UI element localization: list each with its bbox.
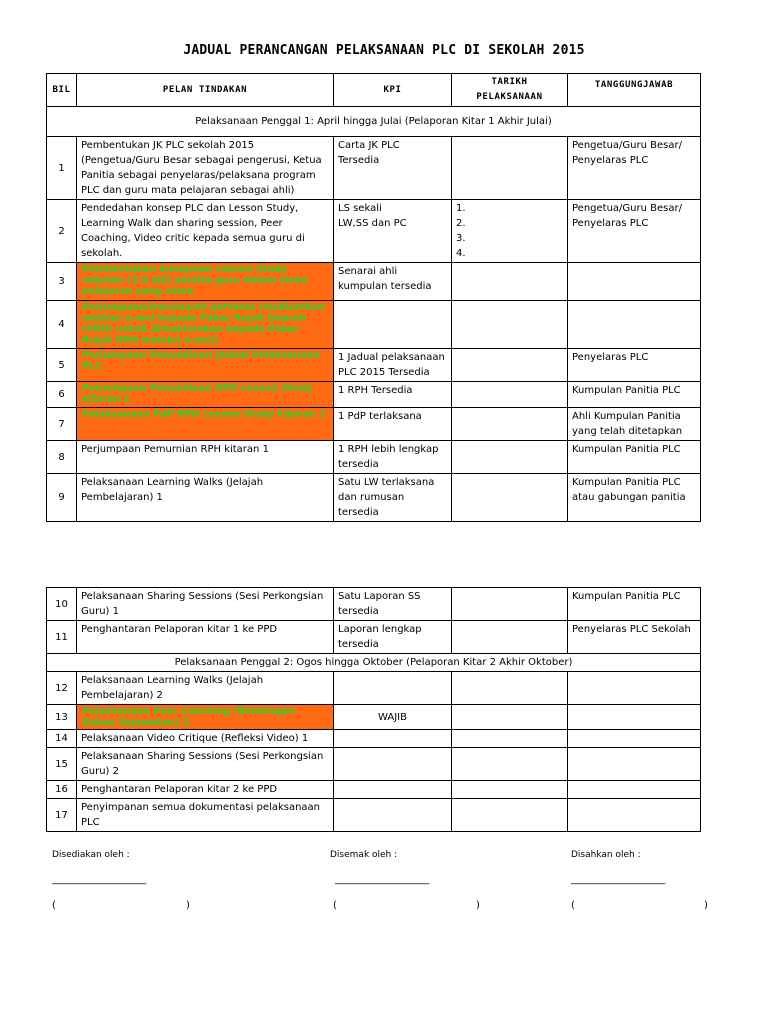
- kpi-cell: Satu Laporan SS tersedia: [334, 588, 452, 621]
- kpi-cell: 1 RPH lebih lengkap tersedia: [334, 441, 452, 474]
- pelan-tindakan-cell: Penghantaran Pelaporan kitar 2 ke PPD: [77, 781, 334, 799]
- kpi-cell: [334, 301, 452, 349]
- tarikh-cell: [452, 621, 568, 654]
- table-body-part-2b: [47, 672, 701, 832]
- table-row: [47, 748, 701, 781]
- bil-cell: 14: [47, 730, 77, 748]
- table-row: [47, 705, 701, 730]
- tarikh-cell: [452, 588, 568, 621]
- tarikh-cell: [452, 441, 568, 474]
- table-row: [47, 263, 701, 301]
- bil-cell: 8: [47, 441, 77, 474]
- checked-by-name-close: ): [476, 900, 480, 911]
- bil-cell: 16: [47, 781, 77, 799]
- pelan-tindakan-cell: Perjumpaan Penyediaan RPH Lesson Study kitaran 1: [77, 382, 334, 408]
- table-row: [47, 200, 701, 263]
- bil-cell: 5: [47, 349, 77, 382]
- bil-cell: 4: [47, 301, 77, 349]
- tanggungjawab-cell: Kumpulan Panitia PLC atau gabungan panitia: [568, 474, 701, 522]
- kpi-cell: Satu LW terlaksana dan rumusan tersedia: [334, 474, 452, 522]
- tarikh-cell: [452, 349, 568, 382]
- tanggungjawab-cell: [568, 730, 701, 748]
- tarikh-cell: [452, 474, 568, 522]
- tanggungjawab-cell: Pengetua/Guru Besar/ Penyelaras PLC: [568, 137, 701, 200]
- kpi-cell: [334, 748, 452, 781]
- bil-cell: 1: [47, 137, 77, 200]
- page-title: JADUAL PERANCANGAN PELAKSANAAN PLC DI SEKOLAH 2015: [183, 43, 585, 58]
- pelan-tindakan-cell: Perjumpaan Penyediaan Jadual Pelaksanaan PLC: [77, 349, 334, 382]
- tarikh-cell: [452, 137, 568, 200]
- pelan-tindakan-cell: Pelaksanaan Learning Walks (Jelajah Pembelajaran) 2: [77, 672, 334, 705]
- kpi-cell: Senarai ahli kumpulan tersedia: [334, 263, 452, 301]
- table-row: [47, 137, 701, 200]
- approved-by-name-close: ): [704, 900, 708, 911]
- kpi-cell: WAJIB: [334, 705, 452, 730]
- tarikh-cell: [452, 799, 568, 832]
- section-label: Pelaksanaan Penggal 2: Ogos hingga Oktober (Pelaporan Kitar 2 Akhir Oktober): [47, 654, 701, 672]
- tanggungjawab-cell: [568, 799, 701, 832]
- kpi-cell: 1 RPH Tersedia: [334, 382, 452, 408]
- table-row: [47, 730, 701, 748]
- prepared-by-name-close: ): [186, 900, 190, 911]
- tanggungjawab-cell: [568, 705, 701, 730]
- kpi-cell: [334, 672, 452, 705]
- pelan-tindakan-cell: Penyimpanan semua dokumentasi pelaksanaan PLC: [77, 799, 334, 832]
- tanggungjawab-cell: [568, 263, 701, 301]
- header-tarikh-pelaksanaan: [452, 74, 568, 107]
- section-row-penggal-1: [47, 107, 701, 137]
- tanggungjawab-cell: Penyelaras PLC: [568, 349, 701, 382]
- pelan-tindakan-cell: Pembentukan kumpulan Lesson Study sekolah (3-5 ahli panitia guru dalam mata pelajaran yang sama: [77, 263, 334, 301]
- tanggungjawab-cell: [568, 301, 701, 349]
- tarikh-cell: [452, 748, 568, 781]
- tanggungjawab-cell: [568, 672, 701, 705]
- kpi-cell: [334, 781, 452, 799]
- kpi-cell: LS sekali LW,SS dan PC: [334, 200, 452, 263]
- table-row: [47, 621, 701, 654]
- table-row: [47, 799, 701, 832]
- tanggungjawab-cell: [568, 781, 701, 799]
- checked-by-label: Disemak oleh :: [330, 850, 398, 860]
- header-kpi: KPI: [334, 74, 452, 107]
- pelan-tindakan-cell: Pelaksanaan Learning Walks (Jelajah Pembelajaran) 1: [77, 474, 334, 522]
- table-row: [47, 301, 701, 349]
- checked-by-signature-line: ____________________: [335, 874, 430, 885]
- approved-by-signature-line: ____________________: [571, 874, 666, 885]
- bil-cell: 11: [47, 621, 77, 654]
- pelan-tindakan-cell: Pelaksanaan Sharing Sessions (Sesi Perkongsian Guru) 2: [77, 748, 334, 781]
- tanggungjawab-cell: Penyelaras PLC Sekolah: [568, 621, 701, 654]
- table-header-row: [47, 74, 701, 107]
- bil-cell: 6: [47, 382, 77, 408]
- header-tanggungjawab: TANGGUNGJAWAB: [568, 74, 701, 107]
- checked-by-name-open: (: [333, 900, 337, 911]
- pelan-tindakan-cell: Pelaksanaan Video Critique (Refleksi Video) 1: [77, 730, 334, 748]
- kpi-cell: 1 Jadual pelaksanaan PLC 2015 Tersedia: [334, 349, 452, 382]
- bil-cell: 15: [47, 748, 77, 781]
- header-tarikh-line2: PELAKSANAAN: [476, 92, 543, 102]
- pelan-tindakan-cell: Pendedahan konsep PLC dan Lesson Study, Learning Walk dan sharing session, Peer Coaching, Video critic kepada semua guru di sekolah.: [77, 200, 334, 263]
- tarikh-cell: [452, 705, 568, 730]
- tarikh-cell: [452, 408, 568, 441]
- table-row: [47, 781, 701, 799]
- plan-table-part-2: [46, 587, 701, 832]
- tanggungjawab-cell: Kumpulan Panitia PLC: [568, 441, 701, 474]
- tanggungjawab-cell: Pengetua/Guru Besar/ Penyelaras PLC: [568, 200, 701, 263]
- header-tarikh-line1: TARIKH: [491, 77, 528, 87]
- pelan-tindakan-cell: Penghantaran Pelaporan kitar 1 ke PPD: [77, 621, 334, 654]
- table-row: [47, 382, 701, 408]
- bil-cell: 13: [47, 705, 77, 730]
- pelan-tindakan-cell: Perjumpaan/mesyuarat pertama (maklumkan melalui e-mel kepada Pakar Rujuk Daerah (PRD) untuk dimaklumkan kepada Pakar Rujuk RPH melalui e-mel): [77, 301, 334, 349]
- tanggungjawab-cell: Ahli Kumpulan Panitia yang telah ditetapkan: [568, 408, 701, 441]
- table-row: [47, 474, 701, 522]
- tarikh-cell: [452, 263, 568, 301]
- pelan-tindakan-cell: Pelaksanaan PdP RPH Lesson Study kitaran 1: [77, 408, 334, 441]
- table-row: [47, 672, 701, 705]
- section-label: Pelaksanaan Penggal 1: April hingga Julai (Pelaporan Kitar 1 Akhir Julai): [47, 107, 701, 137]
- table-row: [47, 349, 701, 382]
- table-row: [47, 588, 701, 621]
- kpi-cell: 1 PdP terlaksana: [334, 408, 452, 441]
- bil-cell: 7: [47, 408, 77, 441]
- kpi-cell: [334, 730, 452, 748]
- pelan-tindakan-cell: Pelaksanaan Sharing Sessions (Sesi Perkongsian Guru) 1: [77, 588, 334, 621]
- prepared-by-signature-line: ____________________: [52, 874, 147, 885]
- pelan-tindakan-cell: Perjumpaan Pemurnian RPH kitaran 1: [77, 441, 334, 474]
- kpi-cell: Carta JK PLC Tersedia: [334, 137, 452, 200]
- plan-table-part-1: [46, 73, 701, 522]
- kpi-cell: [334, 799, 452, 832]
- approved-by-label: Disahkan oleh :: [571, 850, 641, 860]
- header-bil: BIL: [47, 74, 77, 107]
- prepared-by-label: Disediakan oleh :: [52, 850, 130, 860]
- table-row: [47, 441, 701, 474]
- table-body-part-2a: [47, 588, 701, 654]
- bil-cell: 17: [47, 799, 77, 832]
- approved-by-name-open: (: [571, 900, 575, 911]
- tanggungjawab-cell: [568, 748, 701, 781]
- prepared-by-name-open: (: [52, 900, 56, 911]
- table-body-part-1: [47, 137, 701, 522]
- section-row-penggal-2: [47, 654, 701, 672]
- bil-cell: 3: [47, 263, 77, 301]
- header-pelan-tindakan: PELAN TINDAKAN: [77, 74, 334, 107]
- tanggungjawab-cell: Kumpulan Panitia PLC: [568, 588, 701, 621]
- bil-cell: 9: [47, 474, 77, 522]
- bil-cell: 12: [47, 672, 77, 705]
- tarikh-cell: [452, 672, 568, 705]
- bil-cell: 2: [47, 200, 77, 263]
- tarikh-cell: [452, 382, 568, 408]
- bil-cell: 10: [47, 588, 77, 621]
- table-row: [47, 408, 701, 441]
- kpi-cell: Laporan lengkap tersedia: [334, 621, 452, 654]
- pelan-tindakan-cell: Pembentukan JK PLC sekolah 2015 (Pengetua/Guru Besar sebagai pengerusi, Ketua Panitia sebagai penyelaras/pelaksana program PLC dan guru mata pelajaran sebagai ahli): [77, 137, 334, 200]
- tarikh-cell: [452, 730, 568, 748]
- tarikh-cell: [452, 301, 568, 349]
- tarikh-cell: 1. 2. 3. 4.: [452, 200, 568, 263]
- tarikh-cell: [452, 781, 568, 799]
- pelan-tindakan-cell: Pelaksanaan Peer Coaching (Bimbingan Rakan Sejawatan) 2: [77, 705, 334, 730]
- tanggungjawab-cell: Kumpulan Panitia PLC: [568, 382, 701, 408]
